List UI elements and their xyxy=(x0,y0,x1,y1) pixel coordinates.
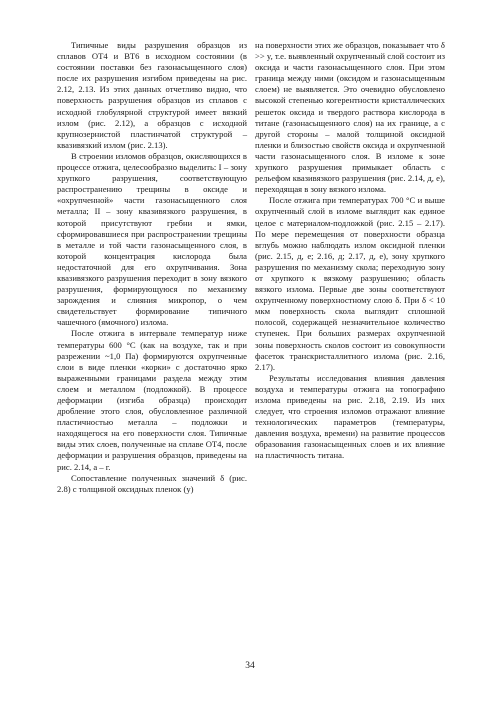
paragraph: Сопоставление полученных значений δ (рис. 2.8) с толщиной оксидных пленок (y) xyxy=(57,472,247,494)
paragraph-continuation: на поверхности этих же образцов, показывает что δ >> y, т.е. выявленный охрупченный слой состоит из оксида и части газонасыщенного слоя. При этом граница между ними (оксидом и газонасыщенным слоем) не выявляется. Это очевидно обусловлено высокой степенью когерентности кристаллических решеток оксида и твердого раствора кислорода в титане (газонасыщенного слоя) на их границе, а с другой стороны – малой толщиной оксидной пленки и близостью свойств оксида и охрупченной части газонасыщенного слоя. В изломе к зоне хрупкого разрушения примыкает область с рельефом квазивязкого разрушения (рис. 2.14, д, е), переходящая в зону вязкого излома. xyxy=(255,40,445,195)
right-text-column xyxy=(255,40,445,462)
left-text-column xyxy=(57,40,247,495)
paragraph: В строении изломов образцов, окисляющихся в процессе отжига, целесообразно выделить: I – зону хрупкого разрушения, соответствующую распространению трещины в оксиде и «охрупченной» части газонасыщенного слоя металла; II – зону квазивязкого разрушения, в которой присутствуют гребни и ямки, сформировавшиеся при распространении трещины в металле и той части газонасыщенного слоя, в которой концентрация кислорода была недостаточной для его охрупчивания. Зона квазивязкого разрушения переходит в зону вязкого разрушения, формирующуюся по механизму зарождения и слияния микропор, о чем свидетельствует формирование типичного чашечного (ямочного) излома. xyxy=(57,150,247,328)
paragraph: После отжига при температурах 700 °С и выше охрупченный слой в изломе выглядит как единое целое с материалом-подложкой (рис. 2.15 – 2.17). По мере перемещения от поверхности образца вглубь можно наблюдать излом оксидной пленки (рис. 2.15, д, е; 2.16, д; 2.17, д, е), зону хрупкого разрушения по механизму скола; переходную зону от хрупкого к вязкому разрушению; область вязкого излома. Первые две зоны соответствуют охрупченному поверхностному слою δ. При δ < 10 мкм поверхность скола выглядит сплошной полосой, содержащей незначительное количество ступенек. При больших размерах охрупченной зоны поверхность сколов состоит из совокупности фасеток транскристаллитного излома (рис. 2.16, 2.17). xyxy=(255,195,445,372)
paragraph: Типичные виды разрушения образцов из сплавов ОТ4 и ВТ6 в исходном состоянии (в состоянии поставки без газонасыщенного слоя) после их разрушения изгибом приведены на рис. 2.12, 2.13. Из этих данных отчетливо видно, что поверхность разрушения образцов из сплавов с исходной глобулярной структурой имеет вязкий излом (рис. 2.12), а образцов с исходной крупнозернистой пластинчатой структурой – квазивязкий излом (рис. 2.13). xyxy=(57,40,247,150)
page-number: 34 xyxy=(245,661,255,671)
paragraph: Результаты исследования влияния давления воздуха и температуры отжига на топографию излома приведены на рис. 2.18, 2.19. Из них следует, что строения изломов отражают влияние технологических параметров (температуры, давления воздуха, времени) на развитие процессов образования газонасыщенных слоев и их влияние на пластичность титана. xyxy=(255,372,445,461)
paragraph: После отжига в интервале температур ниже температуры 600 °С (как на воздухе, так и при разрежении ~1,0 Па) формируются охрупченные слои в виде пленки «корки» с достаточно ярко выраженными границами раздела между этим слоем и металлом (подложкой). В процессе деформации (изгиба образца) происходит дробление этого слоя, обусловленное различной пластичностью металла – подложки и находящегося на его поверхности слоя. Типичные виды этих слоев, полученные на сплаве ОТ4, после деформации и разрушения образцов, приведены на рис. 2.14, а – г. xyxy=(57,328,247,472)
